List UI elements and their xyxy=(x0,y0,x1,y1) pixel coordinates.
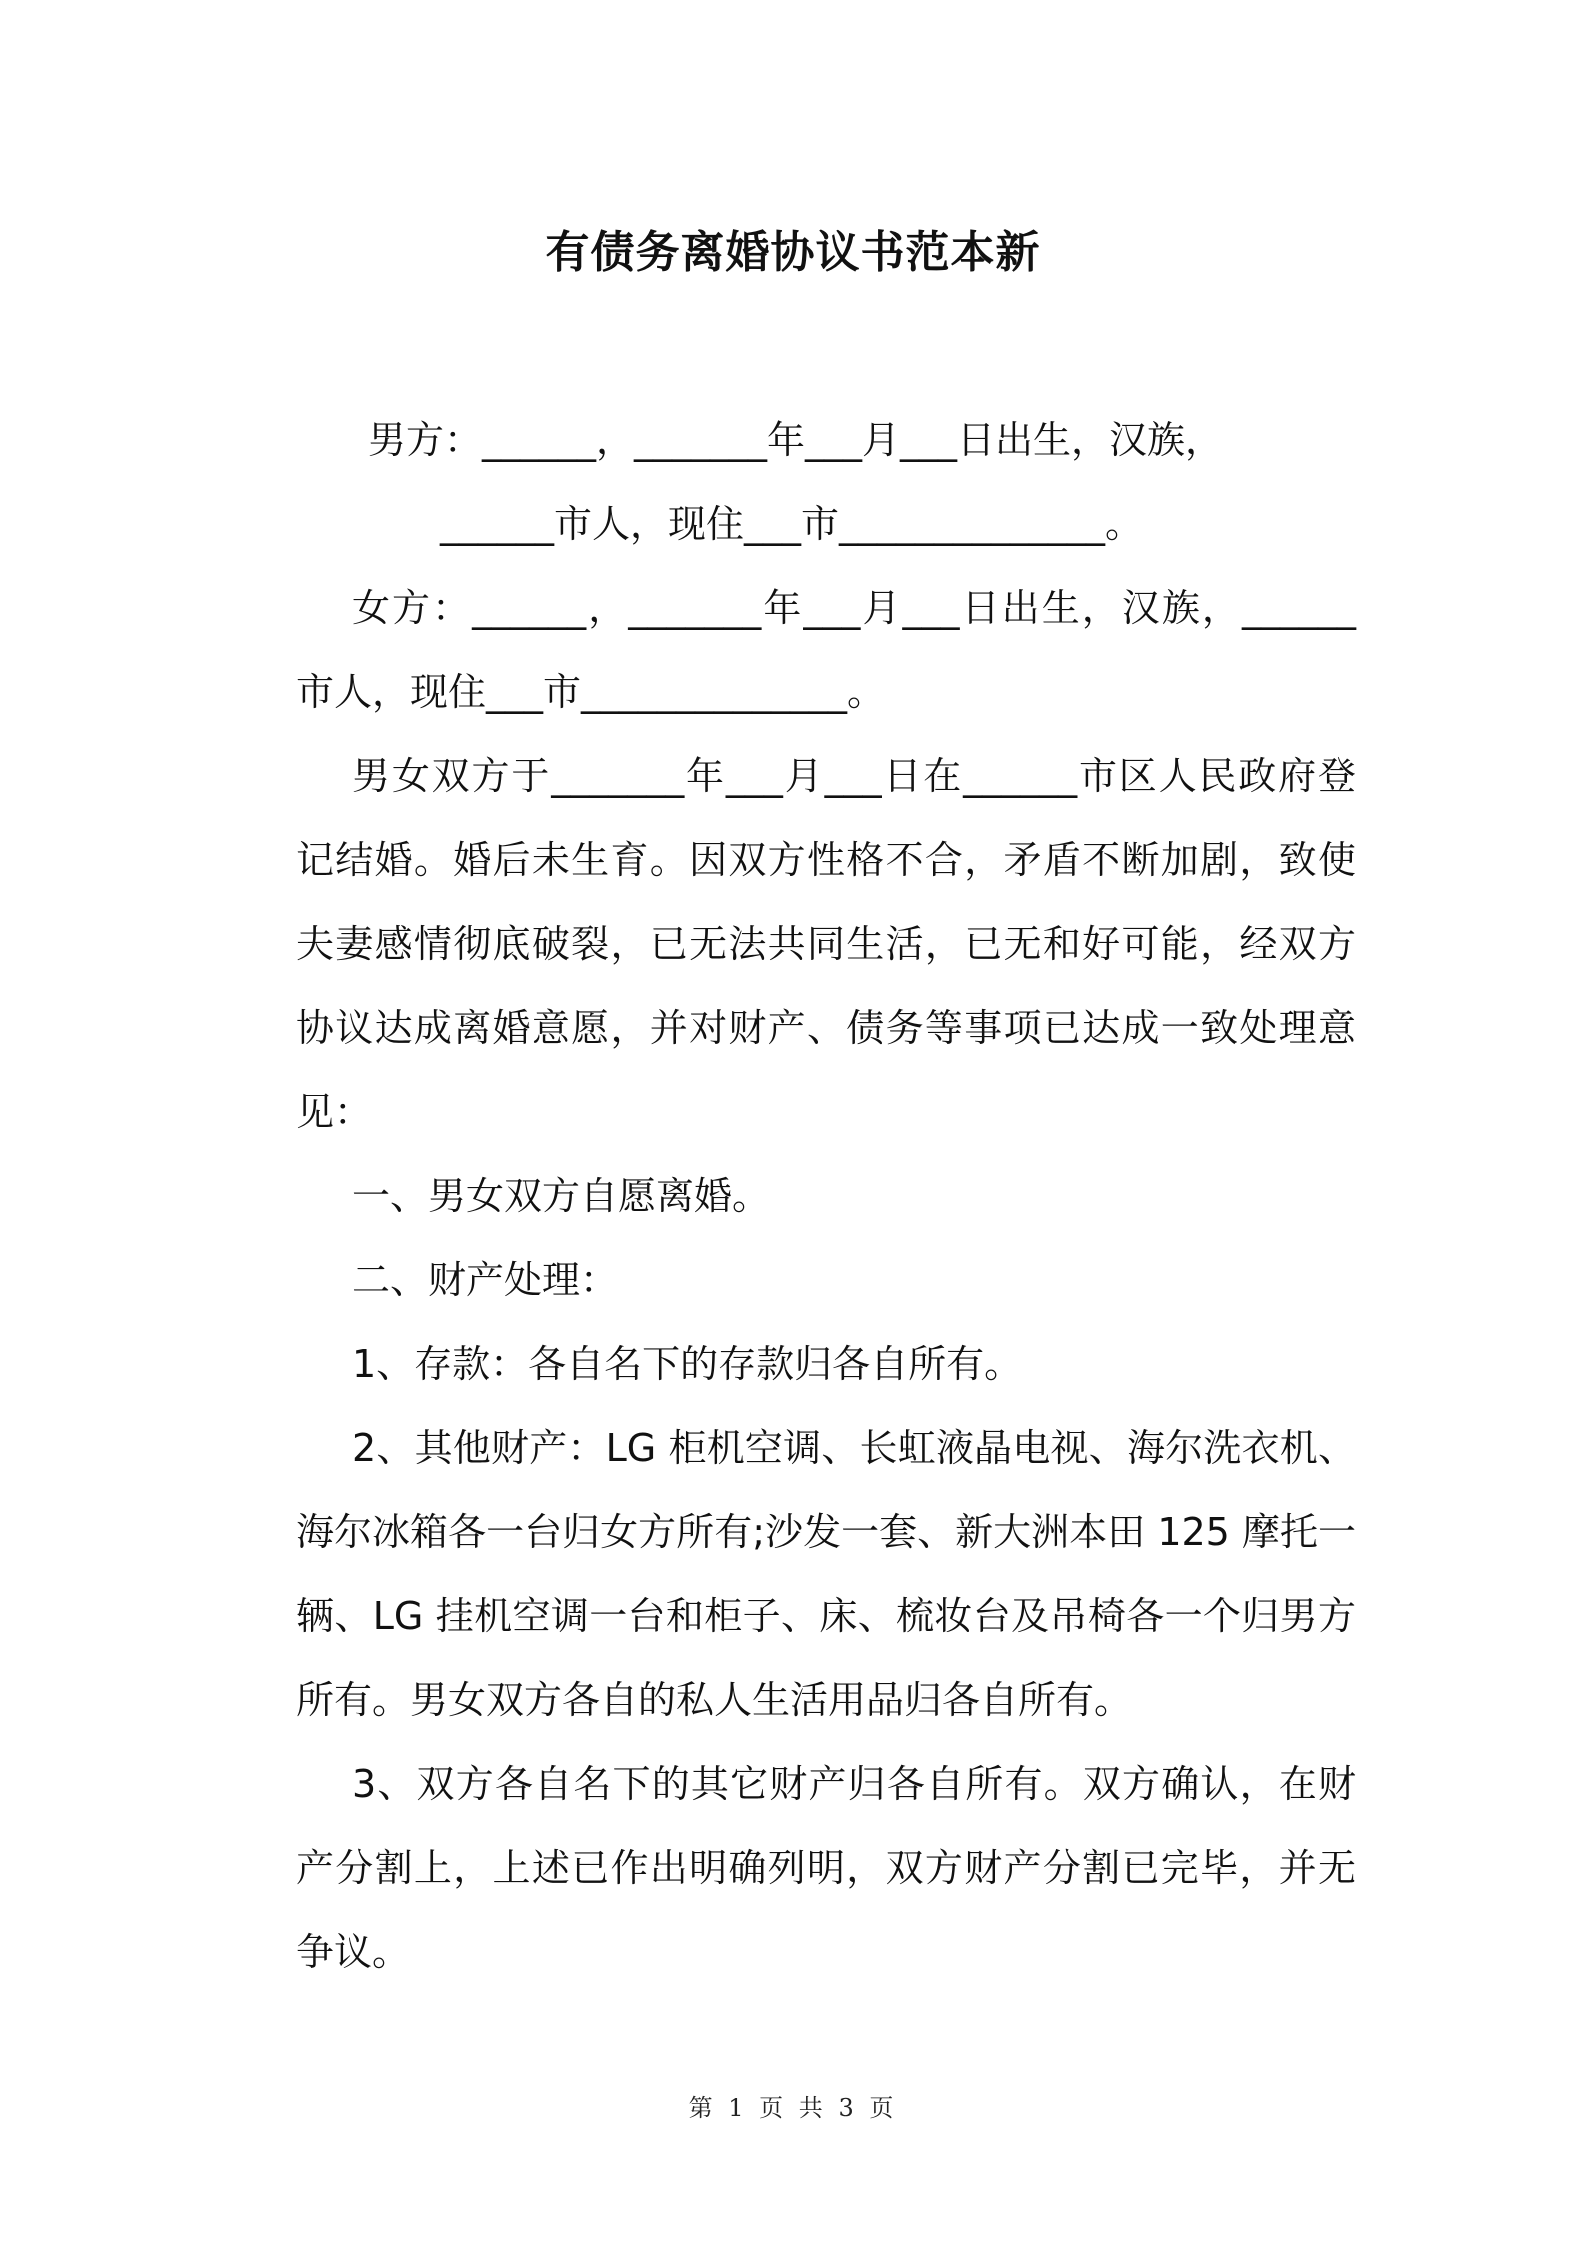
clause-2-2: 2、其他财产：LG 柜机空调、长虹液晶电视、海尔洗衣机、海尔冰箱各一台归女方所有;沙发一套、新大洲本田 125 摩托一辆、LG 挂机空调一台和柜子、床、梳妆台及吊椅各一个归男方所有。男女双方各自的私人生活用品归各自所有。 xyxy=(296,1426,1356,1722)
clause-2-1: 1、存款：各自名下的存款归各自所有。 xyxy=(352,1342,1023,1386)
document-title: 有债务离婚协议书范本新 xyxy=(545,227,1041,278)
document-body xyxy=(296,398,1356,1994)
male-party-line2: ______市人，现住___市______________。 xyxy=(440,502,1144,546)
male-party-line1: 男方：______，_______年___月___日出生，汉族， xyxy=(368,418,1224,462)
clause-2-heading: 二、财产处理： xyxy=(352,1258,619,1302)
female-party-paragraph: 女方：______，_______年___月___日出生，汉族，______市人，现住___市______________。 xyxy=(296,586,1356,714)
clause-2-3: 3、双方各自名下的其它财产归各自所有。双方确认，在财产分割上，上述已作出明确列明，双方财产分割已完毕，并无争议。 xyxy=(296,1762,1356,1974)
male-party-paragraph xyxy=(296,398,1356,566)
clause-1: 一、男女双方自愿离婚。 xyxy=(352,1174,771,1218)
page-footer: 第 1 页 共 3 页 xyxy=(688,2094,898,2122)
marriage-paragraph: 男女双方于_______年___月___日在______市区人民政府登记结婚。婚后未生育。因双方性格不合，矛盾不断加剧，致使夫妻感情彻底破裂，已无法共同生活，已无和好可能，经双方协议达成离婚意愿，并对财产、债务等事项已达成一致处理意见： xyxy=(296,754,1356,1134)
